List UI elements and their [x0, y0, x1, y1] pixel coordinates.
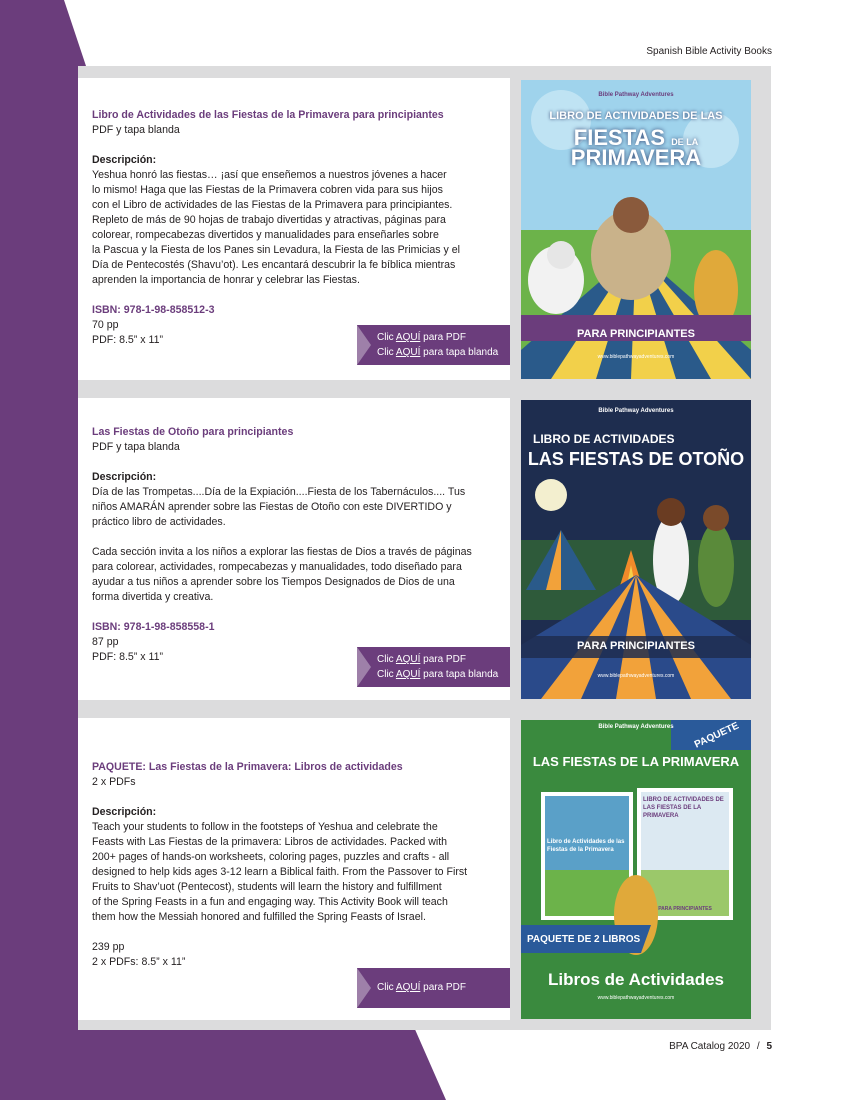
mini-cover-1-title: Libro de Actividades de las Fiestas de la Primavera: [547, 839, 625, 853]
description-line: aprenden la importancia de honrar y celebrar las Fiestas.: [92, 274, 360, 286]
description-line: designed to help kids ages 3-12 learn a Biblical faith. From the Passover to First: [92, 866, 468, 878]
description-line: ayudar a tus niños a aprender sobre los Tiempos Designados de Dios de una: [92, 576, 455, 588]
cover-title-line2: FIESTAS DE LA: [573, 125, 699, 150]
page-size: PDF: 8.5” x 11”: [92, 334, 164, 346]
isbn: ISBN: 978-1-98-858558-1: [92, 621, 215, 633]
footer-separator: /: [756, 1041, 760, 1052]
pdf-link[interactable]: Clic AQUÍ para PDF: [377, 654, 466, 665]
cover-brand: Bible Pathway Adventures: [598, 408, 674, 414]
description-line: la Pascua y la Fiesta de los Panes sin Levadura, la Fiesta de las Primicias y el: [92, 244, 461, 256]
page-count: 70 pp: [92, 319, 119, 331]
description-line: con el Libro de actividades de las Fiestas de la Primavera para principiantes.: [92, 199, 453, 211]
cover-ribbon: PARA PRINCIPIANTES: [577, 640, 695, 652]
description-line: para colorear, actividades, rompecabezas y manualidades, todo diseñado para: [92, 561, 462, 573]
cover-ribbon: PARA PRINCIPIANTES: [577, 328, 695, 340]
page-count: 87 pp: [92, 636, 119, 648]
mini-cover-2-title: LIBRO DE ACTIVIDADES DE LAS FIESTAS DE LA PRIMAVERA: [643, 797, 724, 819]
description-line: Yeshua honró las fiestas… ¡así que enseñemos a nuestros jóvenes a hacer: [92, 169, 447, 181]
cover-brand: Bible Pathway Adventures: [598, 92, 674, 98]
purchase-links-box: [357, 647, 510, 687]
cover-title-line1: LIBRO DE ACTIVIDADES: [533, 432, 675, 446]
description-line: Feasts with Las Fiestas de la primavera: Libros de actividades. Packed with: [92, 836, 448, 848]
page-size: 2 x PDFs: 8.5” x 11”: [92, 956, 186, 968]
description-line: Repleto de más de 90 hojas de trabajo divertidas y atractivas, páginas para: [92, 214, 446, 226]
cover-url: www.biblepathwayadventures.com: [597, 673, 675, 679]
book-cover-fall-beginners[interactable]: [521, 400, 751, 699]
product-title: Libro de Actividades de las Fiestas de la Primavera para principiantes: [92, 109, 444, 121]
description-line: 200+ pages of hands-on worksheets, coloring pages, puzzles and crafts - all: [92, 851, 450, 863]
description-line: forma divertida y creativa.: [92, 591, 214, 603]
description-label: Descripción:: [92, 471, 157, 483]
paquete-badge: PAQUETE: [692, 720, 741, 751]
mini-cover-2-ribbon: PARA PRINCIPIANTES: [658, 906, 712, 912]
cover-brand: Bible Pathway Adventures: [598, 724, 674, 730]
description-label: Descripción:: [92, 806, 157, 818]
pdf-link[interactable]: Clic AQUÍ para PDF: [377, 982, 466, 993]
purchase-links-box: [357, 325, 510, 365]
description-line: Fruits to Shav’uot (Pentecost), students will learn the history and fulfillment: [92, 881, 442, 893]
description-line: Día de Pentecostés (Shavu’ot). Les encantará descubrir la fe bíblica mientras: [92, 259, 456, 271]
description-line: lo mismo! Haga que las Fiestas de la Primavera cobren vida para sus hijos: [92, 184, 443, 196]
purchase-links-box: [357, 968, 510, 1008]
description-line: niños AMARÁN aprender sobre las Fiestas de Otoño con este DIVERTIDO y: [92, 501, 452, 513]
page-footer: [669, 1041, 772, 1052]
page-size: PDF: 8.5” x 11”: [92, 651, 164, 663]
section-header: Spanish Bible Activity Books: [646, 46, 772, 57]
paperback-link[interactable]: Clic AQUÍ para tapa blanda: [377, 347, 499, 358]
cover-url: www.biblepathwayadventures.com: [597, 354, 675, 360]
product-format: PDF y tapa blanda: [92, 441, 180, 453]
cover-title-line3: Libros de Actividades: [547, 970, 725, 989]
book-cover-spring-bundle[interactable]: [521, 720, 751, 1019]
paperback-link[interactable]: Clic AQUÍ para tapa blanda: [377, 669, 499, 680]
cover-title-line1: LIBRO DE ACTIVIDADES DE LAS: [549, 110, 723, 122]
pdf-link[interactable]: Clic AQUÍ para PDF: [377, 332, 466, 343]
product-format: PDF y tapa blanda: [92, 124, 180, 136]
arrow-icon: [357, 325, 371, 365]
description-line: Cada sección invita a los niños a explorar las fiestas de Dios a través de páginas: [92, 546, 472, 558]
catalog-name: BPA Catalog 2020: [669, 1041, 751, 1052]
description-line: them how the Messiah honored and fulfilled the Spring Feasts of Israel.: [92, 911, 426, 923]
cover-title-line2: LAS FIESTAS DE OTOÑO: [527, 449, 745, 469]
product-format: 2 x PDFs: [92, 776, 136, 788]
description-line: of the Spring Feasts in a fun and engaging way. This Activity Book will teach: [92, 896, 448, 908]
isbn: ISBN: 978-1-98-858512-3: [92, 304, 215, 316]
description-line: Teach your students to follow in the footsteps of Yeshua and celebrate the: [92, 821, 438, 833]
description-label: Descripción:: [92, 154, 157, 166]
description-line: Día de las Trompetas....Día de la Expiación....Fiesta de los Tabernáculos.... Tus: [92, 486, 466, 498]
cover-title-line1: LAS FIESTAS DE LA PRIMAVERA: [532, 754, 740, 769]
cover-url: www.biblepathwayadventures.com: [597, 995, 675, 1001]
cover-ribbon: PAQUETE DE 2 LIBROS: [527, 934, 641, 945]
arrow-icon: [357, 647, 371, 687]
product-title: Las Fiestas de Otoño para principiantes: [92, 426, 294, 438]
page-count: 239 pp: [92, 941, 125, 953]
cover-title-line3: PRIMAVERA: [570, 145, 702, 170]
book-cover-spring-beginners[interactable]: [521, 80, 751, 379]
description-line: colorear, rompecabezas divertidos y manualidades para enseñarles sobre: [92, 229, 439, 241]
product-title: PAQUETE: Las Fiestas de la Primavera: Libros de actividades: [92, 761, 403, 773]
arrow-icon: [357, 968, 371, 1008]
description-line: práctico libro de actividades.: [92, 516, 226, 528]
page-number: 5: [766, 1041, 772, 1052]
